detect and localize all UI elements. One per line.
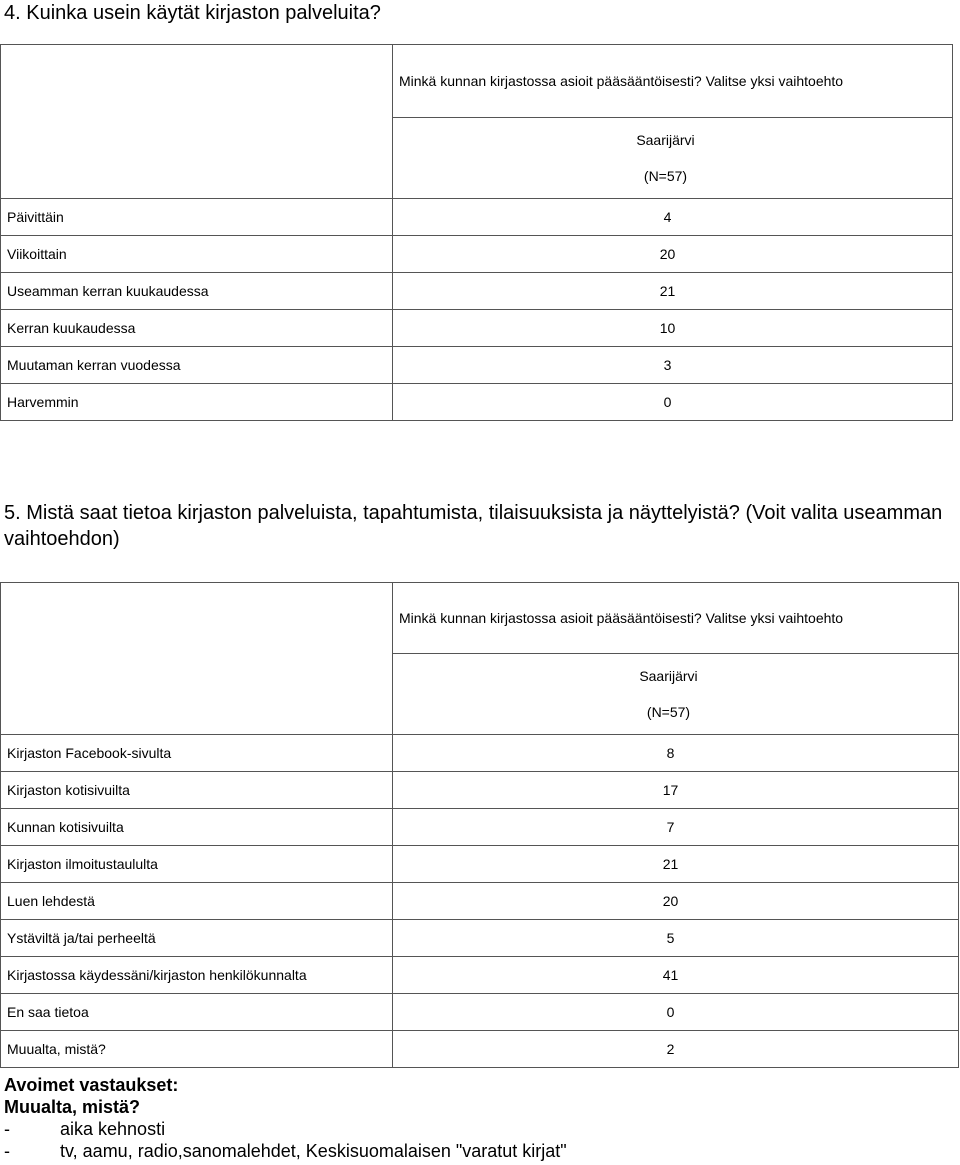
- list-item-text: aika kehnosti: [60, 1119, 166, 1139]
- row-value: 5: [393, 920, 959, 957]
- row-label: Kirjaston Facebook-sivulta: [1, 735, 393, 772]
- table-corner-cell: [1, 583, 393, 735]
- row-value: 41: [393, 957, 959, 994]
- question-4-table: [0, 44, 953, 421]
- open-answers-subheading: Muualta, mistä?: [4, 1097, 141, 1117]
- table-row: [1, 883, 959, 920]
- row-label: Muualta, mistä?: [1, 1031, 393, 1068]
- row-value: 4: [393, 199, 953, 236]
- row-label: Kerran kuukaudessa: [1, 310, 393, 347]
- group-count: (N=57): [646, 704, 691, 720]
- open-answers-heading: Avoimet vastaukset:: [4, 1075, 179, 1095]
- group-count: (N=57): [643, 168, 688, 184]
- table-row: [1, 1031, 959, 1068]
- table-row: [1, 957, 959, 994]
- row-label: Kunnan kotisivuilta: [1, 809, 393, 846]
- row-value: 8: [393, 735, 959, 772]
- row-value: 7: [393, 809, 959, 846]
- group-name: Saarijärvi: [639, 668, 698, 684]
- table-corner-cell: [1, 45, 393, 199]
- row-value: 3: [393, 347, 953, 384]
- table-row: [1, 384, 953, 421]
- row-value: 20: [393, 236, 953, 273]
- group-header: [393, 118, 953, 199]
- table-row: [1, 846, 959, 883]
- row-label: Useamman kerran kuukaudessa: [1, 273, 393, 310]
- row-label: Muutaman kerran vuodessa: [1, 347, 393, 384]
- list-item: [4, 1118, 567, 1140]
- list-item: [4, 1140, 567, 1162]
- table-row: [1, 236, 953, 273]
- row-label: Kirjaston kotisivuilta: [1, 772, 393, 809]
- question-4-title: 4. Kuinka usein käytät kirjaston palveluita?: [4, 2, 381, 24]
- table-row: [1, 273, 953, 310]
- row-label: Harvemmin: [1, 384, 393, 421]
- question-5-table: [0, 582, 959, 1068]
- row-value: 20: [393, 883, 959, 920]
- crosstab-question-header: Minkä kunnan kirjastossa asioit pääsääntöisesti? Valitse yksi vaihtoehto: [393, 583, 959, 654]
- row-value: 17: [393, 772, 959, 809]
- table-row: [1, 920, 959, 957]
- group-header: [393, 654, 959, 735]
- group-name: Saarijärvi: [636, 132, 695, 148]
- row-label: En saa tietoa: [1, 994, 393, 1031]
- row-label: Ystäviltä ja/tai perheeltä: [1, 920, 393, 957]
- row-label: Viikoittain: [1, 236, 393, 273]
- row-value: 0: [393, 384, 953, 421]
- row-value: 2: [393, 1031, 959, 1068]
- question-5-title: 5. Mistä saat tietoa kirjaston palveluista, tapahtumista, tilaisuuksista ja näyttelyistä? (Voit valita useamman vaihtoehdon): [4, 502, 943, 550]
- row-value: 10: [393, 310, 953, 347]
- table-row: [1, 735, 959, 772]
- list-bullet: -: [4, 1141, 10, 1161]
- row-value: 0: [393, 994, 959, 1031]
- table-row: [1, 994, 959, 1031]
- row-label: Kirjastossa käydessäni/kirjaston henkilökunnalta: [1, 957, 393, 994]
- table-row: [1, 310, 953, 347]
- table-row: [1, 199, 953, 236]
- row-label: Kirjaston ilmoitustaululta: [1, 846, 393, 883]
- table-row: [1, 809, 959, 846]
- table-row: [1, 772, 959, 809]
- row-value: 21: [393, 273, 953, 310]
- list-item-text: tv, aamu, radio,sanomalehdet, Keskisuomalaisen "varatut kirjat": [60, 1141, 567, 1161]
- crosstab-question-header: Minkä kunnan kirjastossa asioit pääsääntöisesti? Valitse yksi vaihtoehto: [393, 45, 953, 118]
- row-label: Päivittäin: [1, 199, 393, 236]
- row-value: 21: [393, 846, 959, 883]
- table-row: [1, 347, 953, 384]
- list-bullet: -: [4, 1119, 10, 1139]
- open-answers-section: [4, 1074, 567, 1162]
- row-label: Luen lehdestä: [1, 883, 393, 920]
